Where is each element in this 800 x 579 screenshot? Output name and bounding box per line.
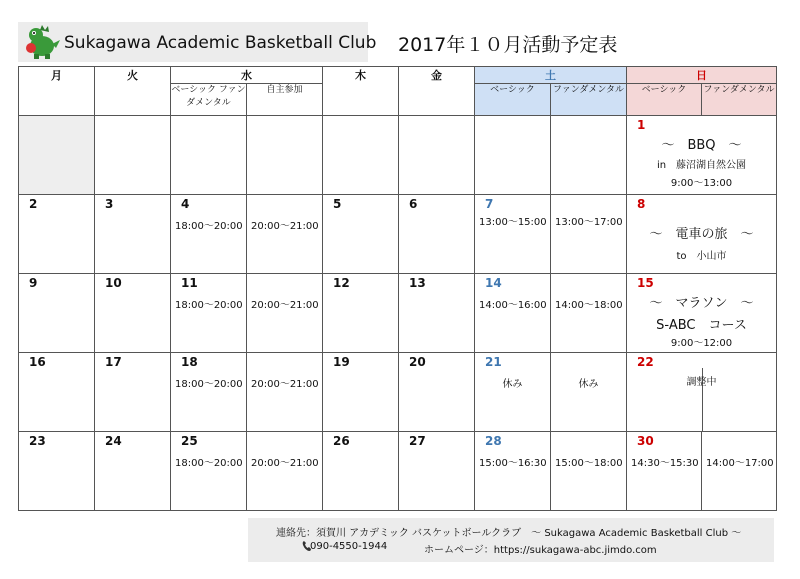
day-cell [323, 432, 399, 511]
dinosaur-logo-icon [22, 24, 62, 60]
day-cell [475, 274, 551, 353]
contact-text: 連絡先：須賀川 アカデミック バスケットボールクラブ ～ Sukagawa Academic Basketball Club ～ [276, 528, 742, 539]
day-header-mon: 月 [19, 67, 95, 116]
subheader-wed-voluntary: 自主参加 [247, 84, 323, 116]
day-cell [551, 274, 627, 353]
week-row [19, 353, 777, 432]
practice-time: 休み [502, 379, 523, 390]
practice-time: 18:00～20:00 [175, 379, 243, 390]
day-cell [627, 432, 702, 511]
event-location: in 藤沼湖自然公園 [656, 160, 747, 171]
day-cell [399, 116, 475, 195]
homepage-link[interactable]: ホームページ：https://sukagawa-abc.jimdo.com [424, 545, 657, 556]
event-title: 調整中 [686, 377, 717, 388]
day-number: 2 [29, 197, 38, 211]
subheader-wed-basic: ベーシック ファンダメンタル [171, 84, 247, 116]
day-number: 23 [29, 434, 46, 448]
day-number: 30 [637, 434, 654, 448]
event-location: S-ABC コース [656, 318, 747, 333]
practice-time: 20:00～21:00 [251, 379, 319, 390]
day-header-thu: 木 [323, 67, 399, 116]
day-cell [171, 432, 247, 511]
day-cell [551, 195, 627, 274]
day-cell [247, 195, 323, 274]
day-header-fri: 金 [399, 67, 475, 116]
day-number: 25 [181, 434, 198, 448]
day-number: 21 [485, 355, 502, 369]
subheader-sun-basic: ベーシック [627, 84, 702, 116]
practice-time: 13:00～17:00 [555, 217, 623, 228]
day-number: 27 [409, 434, 426, 448]
day-number: 19 [333, 355, 350, 369]
day-cell [247, 274, 323, 353]
day-cell [19, 116, 95, 195]
sunday-event-cell [627, 274, 777, 353]
club-name: Sukagawa Academic Basketball Club [64, 33, 377, 53]
day-number: 28 [485, 434, 502, 448]
practice-time: 15:00～18:00 [555, 458, 623, 469]
week-row [19, 432, 777, 511]
event-location: to 小山市 [676, 251, 727, 262]
day-number: 10 [105, 276, 122, 290]
practice-time: 18:00～20:00 [175, 458, 243, 469]
practice-time: 13:00～15:00 [479, 217, 547, 228]
week-row [19, 274, 777, 353]
page-title: 2017年１０月活動予定表 [398, 34, 618, 56]
phone-number: 090-4550-1944 [310, 541, 388, 552]
day-number: 13 [409, 276, 426, 290]
event-title: ～ マラソン ～ [649, 296, 754, 311]
sunday-event-cell [627, 116, 777, 195]
practice-time: 14:30～15:30 [631, 458, 699, 469]
practice-time: 18:00～20:00 [175, 300, 243, 311]
day-cell [323, 195, 399, 274]
day-cell [702, 432, 777, 511]
day-cell [551, 116, 627, 195]
calendar-table [18, 66, 777, 511]
day-cell [95, 116, 171, 195]
day-number: 26 [333, 434, 350, 448]
day-cell [19, 195, 95, 274]
day-number: 9 [29, 276, 38, 290]
day-cell [475, 432, 551, 511]
practice-time: 14:00～17:00 [706, 458, 774, 469]
day-number: 17 [105, 355, 122, 369]
day-cell [399, 195, 475, 274]
day-cell [95, 195, 171, 274]
subheader-sat-basic: ベーシック [475, 84, 551, 116]
practice-time: 20:00～21:00 [251, 300, 319, 311]
day-number: 7 [485, 197, 494, 211]
day-number: 11 [181, 276, 198, 290]
day-number: 4 [181, 197, 190, 211]
day-cell [475, 195, 551, 274]
practice-time: 20:00～21:00 [251, 221, 319, 232]
day-cell [399, 432, 475, 511]
day-number: 15 [637, 276, 654, 290]
day-cell [399, 353, 475, 432]
sunday-event-cell [627, 353, 777, 432]
sunday-event-cell [627, 195, 777, 274]
week-row [19, 195, 777, 274]
day-cell [171, 195, 247, 274]
day-cell [95, 353, 171, 432]
day-header-sat: 土 [475, 67, 627, 84]
subheader-sun-fundamental: ファンダメンタル [702, 84, 777, 116]
day-number: 16 [29, 355, 46, 369]
day-cell [247, 116, 323, 195]
day-cell [399, 274, 475, 353]
practice-time: 14:00～18:00 [555, 300, 623, 311]
day-cell [19, 432, 95, 511]
week-row [19, 116, 777, 195]
event-time: 9:00～12:00 [670, 338, 733, 349]
day-cell [95, 432, 171, 511]
practice-time: 14:00～16:00 [479, 300, 547, 311]
day-number: 12 [333, 276, 350, 290]
event-title: ～ BBQ ～ [661, 138, 742, 153]
practice-time: 20:00～21:00 [251, 458, 319, 469]
day-cell [247, 432, 323, 511]
day-cell [323, 353, 399, 432]
day-header-wed: 水 [171, 67, 323, 84]
day-cell [19, 353, 95, 432]
day-header-sun: 日 [627, 67, 777, 84]
day-cell [19, 274, 95, 353]
day-cell [475, 353, 551, 432]
day-cell [475, 116, 551, 195]
day-cell [323, 116, 399, 195]
day-number: 14 [485, 276, 502, 290]
event-title: ～ 電車の旅 ～ [649, 227, 754, 242]
day-cell [95, 274, 171, 353]
day-number: 1 [637, 118, 646, 132]
day-number: 22 [637, 355, 654, 369]
day-cell [551, 432, 627, 511]
day-number: 6 [409, 197, 418, 211]
day-number: 20 [409, 355, 426, 369]
day-number: 24 [105, 434, 122, 448]
day-number: 8 [637, 197, 646, 211]
practice-time: 休み [578, 379, 599, 390]
day-cell [323, 274, 399, 353]
day-cell [551, 353, 627, 432]
day-number: 18 [181, 355, 198, 369]
event-time: 9:00～13:00 [670, 178, 733, 189]
day-cell [171, 116, 247, 195]
day-header-tue: 火 [95, 67, 171, 116]
day-number: 3 [105, 197, 114, 211]
practice-time: 18:00～20:00 [175, 221, 243, 232]
practice-time: 15:00～16:30 [479, 458, 547, 469]
day-number: 5 [333, 197, 342, 211]
day-cell [171, 274, 247, 353]
day-cell [247, 353, 323, 432]
subheader-sat-fundamental: ファンダメンタル [551, 84, 627, 116]
day-cell [171, 353, 247, 432]
